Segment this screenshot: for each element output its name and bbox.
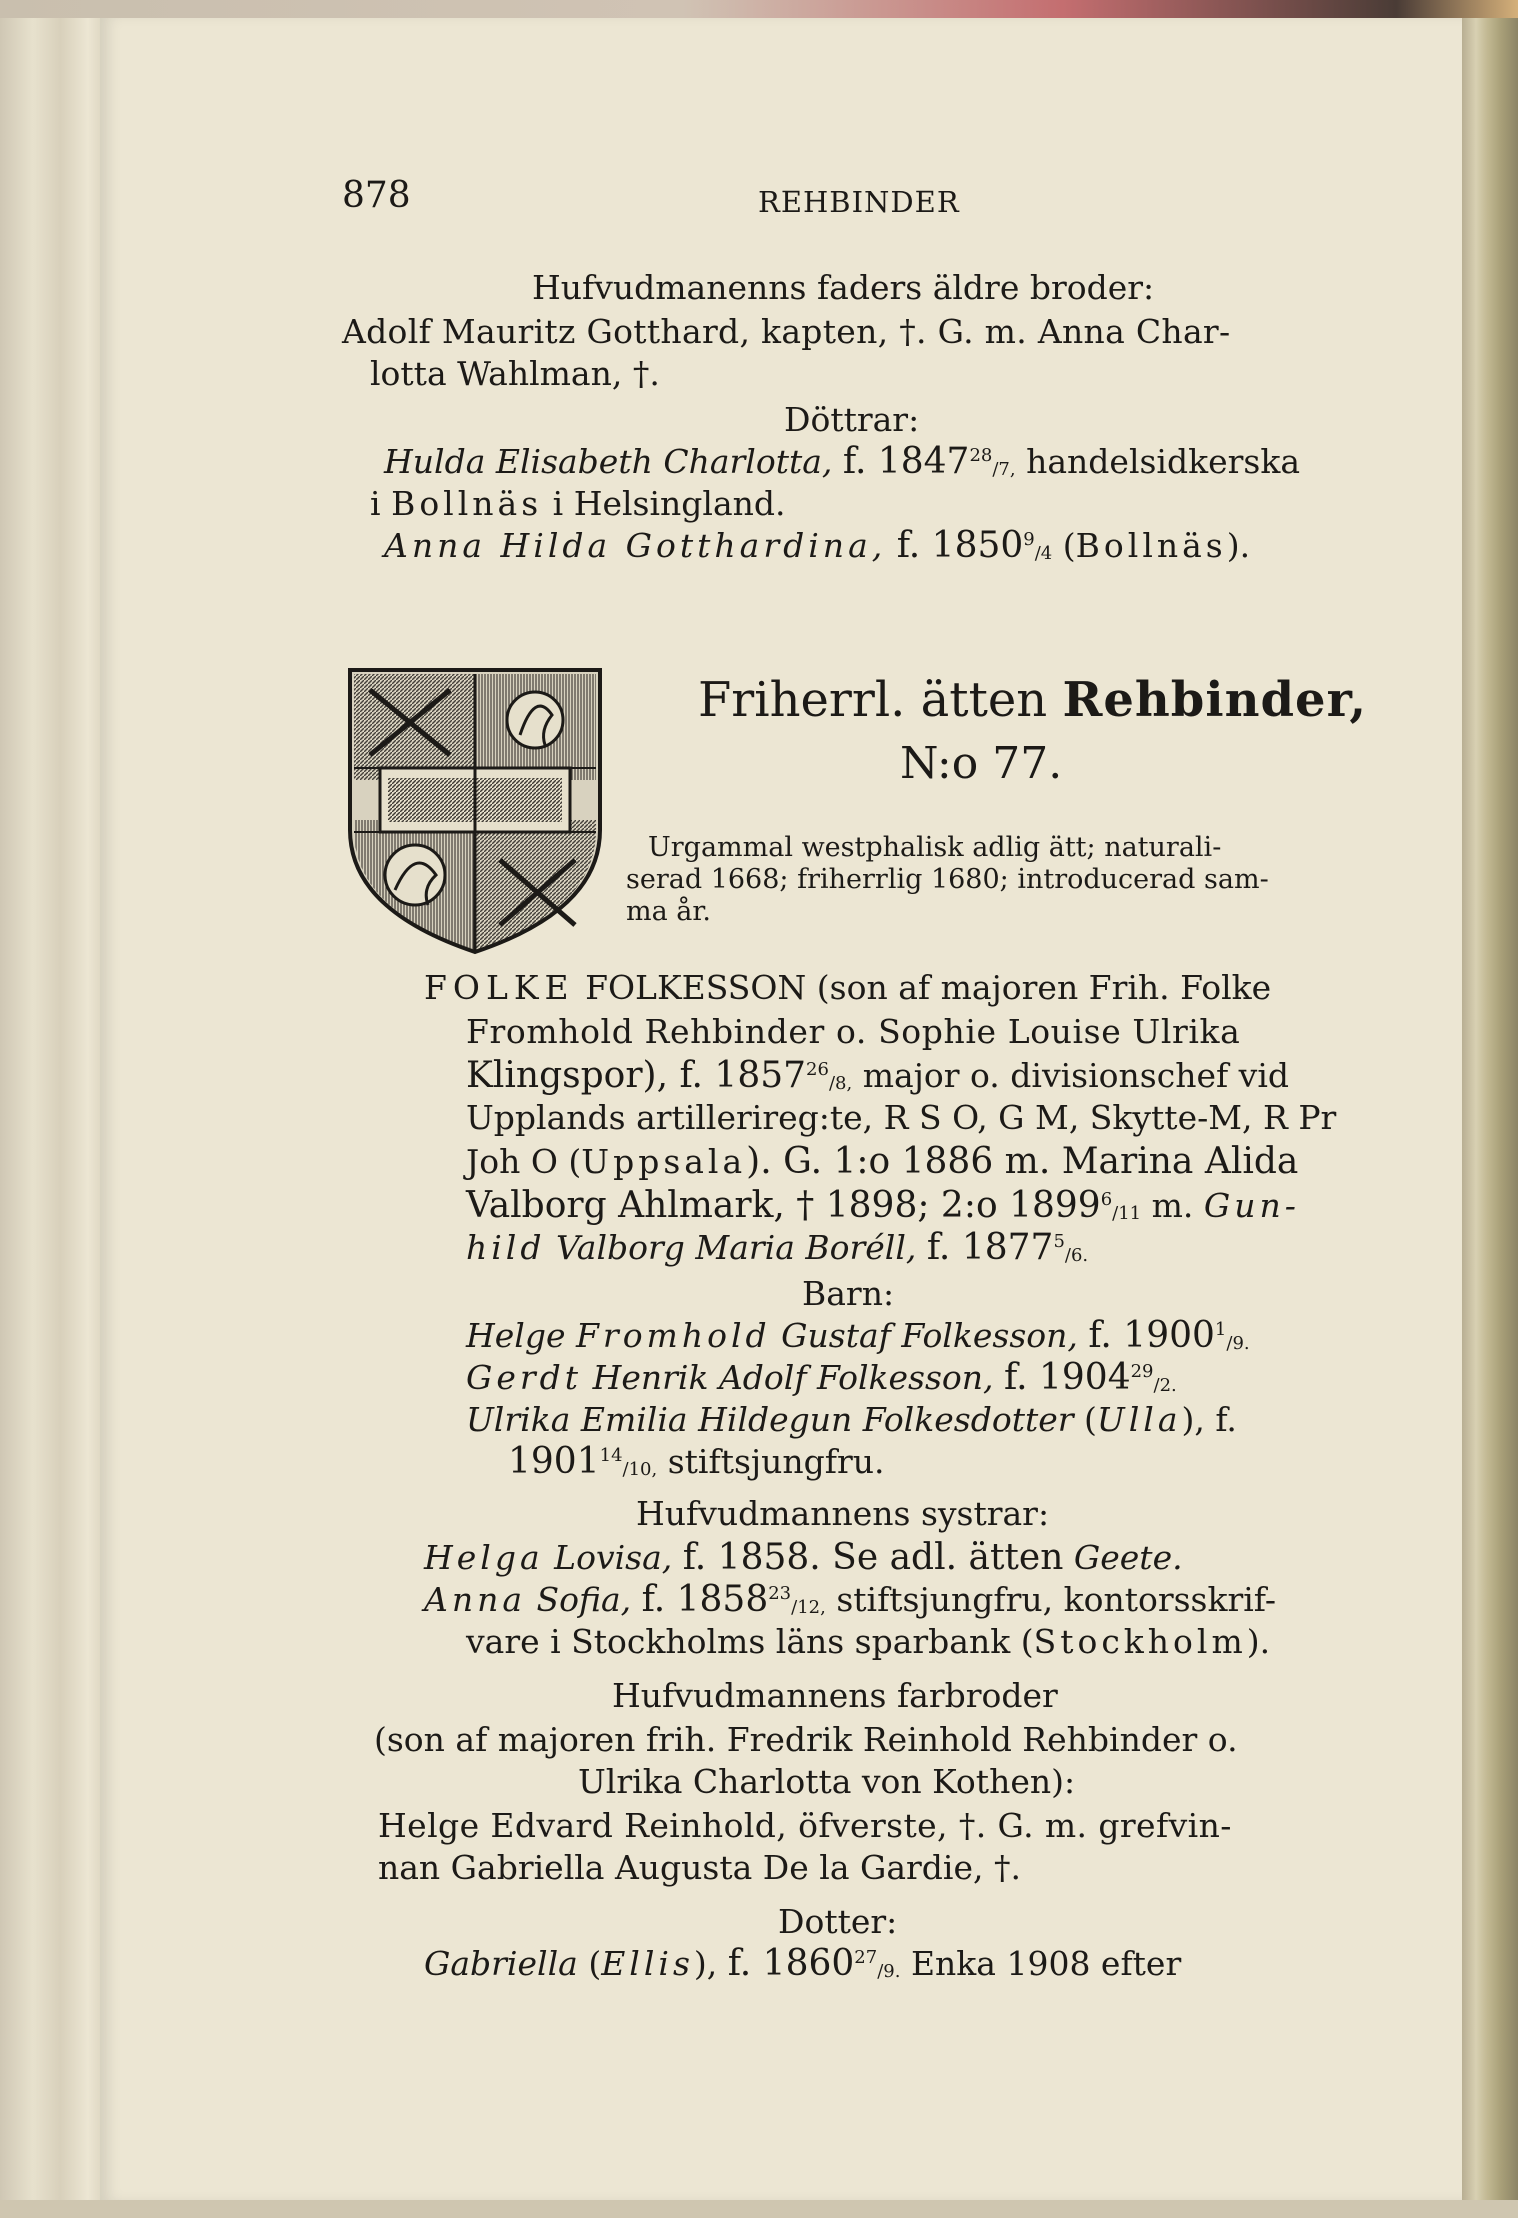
- head-line7-sub: /6.: [1064, 1245, 1089, 1266]
- sister2-line2: [466, 1622, 1270, 1662]
- child1-a: Helge: [466, 1316, 566, 1355]
- child3-line2-sup: 14: [599, 1445, 623, 1466]
- child1-d: f. 1900: [1088, 1315, 1215, 1356]
- sister2-line2-b: ).: [1246, 1622, 1271, 1661]
- sister1-c: f. 1858. Se adl. ätten: [682, 1537, 1064, 1578]
- uncle-subheading: Dotter:: [778, 1902, 898, 1941]
- head-line2: Fromhold Rehbinder o. Sophie Louise Ulrika: [466, 1012, 1241, 1051]
- child1-b: Fromhold: [576, 1316, 771, 1355]
- daughter1-line1: [384, 442, 1300, 482]
- head-line3-sub: /8,: [828, 1073, 853, 1094]
- child2-sup: 29: [1130, 1361, 1154, 1382]
- head-line5: [466, 1142, 1298, 1182]
- child1-sup: 1: [1214, 1319, 1227, 1340]
- uncle-daughter-nick: Ellis: [601, 1944, 694, 1983]
- daughter2-sub: /4: [1034, 543, 1053, 564]
- head-line7-it-a: hild: [466, 1228, 546, 1267]
- sister1-d: Geete.: [1073, 1538, 1183, 1577]
- daughter1-rest: handelsidkerska: [1026, 442, 1301, 481]
- child3-a: Ulrika Emilia Hildegun Folkesdotter: [466, 1400, 1074, 1439]
- child3-close: ), f.: [1181, 1400, 1237, 1439]
- sister2-c: f. 1858: [641, 1579, 769, 1620]
- uncle-paren1: (son af majoren frih. Fredrik Reinhold Rehbinder o.: [374, 1720, 1238, 1759]
- sister2-sup: 23: [768, 1583, 792, 1604]
- uncle-daughter-name: Gabriella: [424, 1944, 578, 1983]
- head-line3-sup: 26: [806, 1059, 829, 1080]
- head-line7: [466, 1228, 1088, 1268]
- head-line6: [466, 1186, 1300, 1226]
- section1-heading: Hufvudmanenns faders äldre broder:: [532, 268, 1155, 307]
- head-line7-c: f. 1877: [926, 1227, 1054, 1268]
- page-number: 878: [342, 175, 411, 216]
- uncle-daughter-line: [424, 1944, 1181, 1984]
- child1-c: Gustaf Folkesson,: [781, 1316, 1078, 1355]
- daughter1-name: Hulda Elisabeth Charlotta,: [384, 442, 833, 481]
- child3-line2-a: 1901: [508, 1441, 600, 1482]
- daughter1-line2: [370, 484, 786, 524]
- head-line6-b: m.: [1151, 1186, 1194, 1225]
- head-line5-place: Uppsala: [581, 1142, 747, 1181]
- sister2-d: stiftsjungfru, kontorsskrif-: [836, 1580, 1276, 1619]
- uncle-paren2: Ulrika Charlotta von Kothen):: [578, 1762, 1076, 1801]
- head-line1: [424, 968, 1271, 1008]
- uncle-daughter-nick-open: (: [588, 1944, 602, 1983]
- head-first-name: FOLKE: [424, 968, 575, 1007]
- child2-sub: /2.: [1153, 1375, 1177, 1396]
- family-desc-line3: ma år.: [626, 896, 711, 927]
- section1-subheading: Döttrar:: [784, 400, 920, 439]
- child3-line1: [466, 1400, 1237, 1440]
- sister2-a: Anna: [424, 1580, 527, 1619]
- child3-line2-sub: /10,: [622, 1459, 658, 1480]
- daughter2-name: Anna Hilda Gotthardina,: [384, 526, 887, 565]
- children-heading: Barn:: [802, 1274, 895, 1313]
- child2-b: Henrik Adolf Folkesson,: [592, 1358, 994, 1397]
- sister1-a: Helga: [424, 1538, 544, 1577]
- head-line6-it: Gun-: [1203, 1186, 1300, 1225]
- head-line6-sub: /11: [1112, 1203, 1142, 1224]
- child3-line2: [508, 1442, 885, 1482]
- family-desc-line2: serad 1668; friherrlig 1680; introducerad sam-: [626, 864, 1269, 895]
- head-line3-b: major o. divisionschef vid: [862, 1056, 1289, 1095]
- family-title-prefix: Friherrl. ätten: [698, 672, 1048, 728]
- head-line6-sup: 6: [1100, 1189, 1113, 1210]
- daughter1-sub: /7,: [992, 459, 1016, 480]
- sister2-b: Sofia,: [536, 1580, 632, 1619]
- daughter1-line2-a: i: [370, 484, 381, 523]
- sisters-heading: Hufvudmannens systrar:: [636, 1494, 1050, 1533]
- head-line7-it-b: Valborg Maria Boréll,: [556, 1228, 917, 1267]
- head-line5-b: ). G. 1:o 1886 m. Marina Alida: [746, 1141, 1299, 1182]
- uncle-line1: Helge Edvard Reinhold, öfverste, †. G. m. grefvin-: [378, 1806, 1232, 1845]
- daughter2-close: ).: [1226, 526, 1251, 565]
- daughter1-sup: 28: [969, 445, 993, 466]
- family-desc-line1: Urgammal westphalisk adlig ätt; naturali-: [648, 832, 1222, 863]
- child2-line: [466, 1358, 1177, 1398]
- uncle-heading: Hufvudmannens farbroder: [612, 1676, 1058, 1715]
- daughter1-line2-place: Bollnäs: [391, 484, 543, 523]
- head-line3: [466, 1056, 1289, 1096]
- child3-open: (: [1084, 1400, 1097, 1439]
- section1-line2: lotta Wahlman, †.: [370, 354, 660, 393]
- child3-nick: Ulla: [1096, 1400, 1182, 1439]
- uncle-line2: nan Gabriella Augusta De la Gardie, †.: [378, 1848, 1021, 1887]
- coat-of-arms-icon: [340, 660, 610, 960]
- uncle-daughter-sup: 27: [854, 1947, 878, 1968]
- uncle-daughter-nick-close: ),: [693, 1944, 718, 1983]
- daughter2-line: [384, 526, 1250, 566]
- sister2-line2-place: Stockholm: [1033, 1622, 1247, 1661]
- head-line1-rest: FOLKESSON (son af majoren Frih. Folke: [585, 968, 1272, 1007]
- daughter1-line2-b: i Helsingland.: [552, 484, 786, 523]
- section1-line1: Adolf Mauritz Gotthard, kapten, †. G. m. Anna Char-: [342, 312, 1231, 351]
- uncle-daughter-born: f. 1860: [727, 1943, 855, 1984]
- head-line4: Upplands artillerireg:te, R S O, G M, Skytte-M, R Pr: [466, 1098, 1337, 1137]
- head-line7-sup: 5: [1053, 1231, 1065, 1252]
- uncle-daughter-rest: Enka 1908 efter: [910, 1944, 1182, 1983]
- child1-line: [466, 1316, 1250, 1356]
- child2-a: Gerdt: [466, 1358, 583, 1397]
- family-title: [698, 672, 1367, 728]
- daughter1-born: f. 1847: [842, 441, 970, 482]
- family-title-name: Rehbinder,: [1062, 672, 1368, 728]
- sister2-line2-a: vare i Stockholms läns sparbank (: [466, 1622, 1034, 1661]
- child2-c: f. 1904: [1004, 1357, 1131, 1398]
- running-title: REHBINDER: [758, 185, 960, 219]
- sister2-sub: /12,: [791, 1597, 826, 1618]
- child1-sub: /9.: [1226, 1333, 1250, 1354]
- family-number: N:o 77.: [900, 738, 1063, 789]
- sister1-line: [424, 1538, 1183, 1578]
- uncle-daughter-sub: /9.: [877, 1961, 901, 1982]
- daughter2-born: f. 1850: [896, 525, 1024, 566]
- head-line3-a: Klingspor), f. 1857: [466, 1055, 807, 1096]
- head-line6-a: Valborg Ahlmark, † 1898; 2:o 1899: [466, 1185, 1101, 1226]
- daughter2-place: Bollnäs: [1075, 526, 1227, 565]
- daughter2-open: (: [1062, 526, 1076, 565]
- daughter2-sup: 9: [1023, 529, 1035, 550]
- sister1-b: Lovisa,: [554, 1538, 673, 1577]
- sister2-line1: [424, 1580, 1276, 1620]
- child3-line2-b: stiftsjungfru.: [667, 1442, 885, 1481]
- head-line5-a: Joh O (: [466, 1142, 582, 1181]
